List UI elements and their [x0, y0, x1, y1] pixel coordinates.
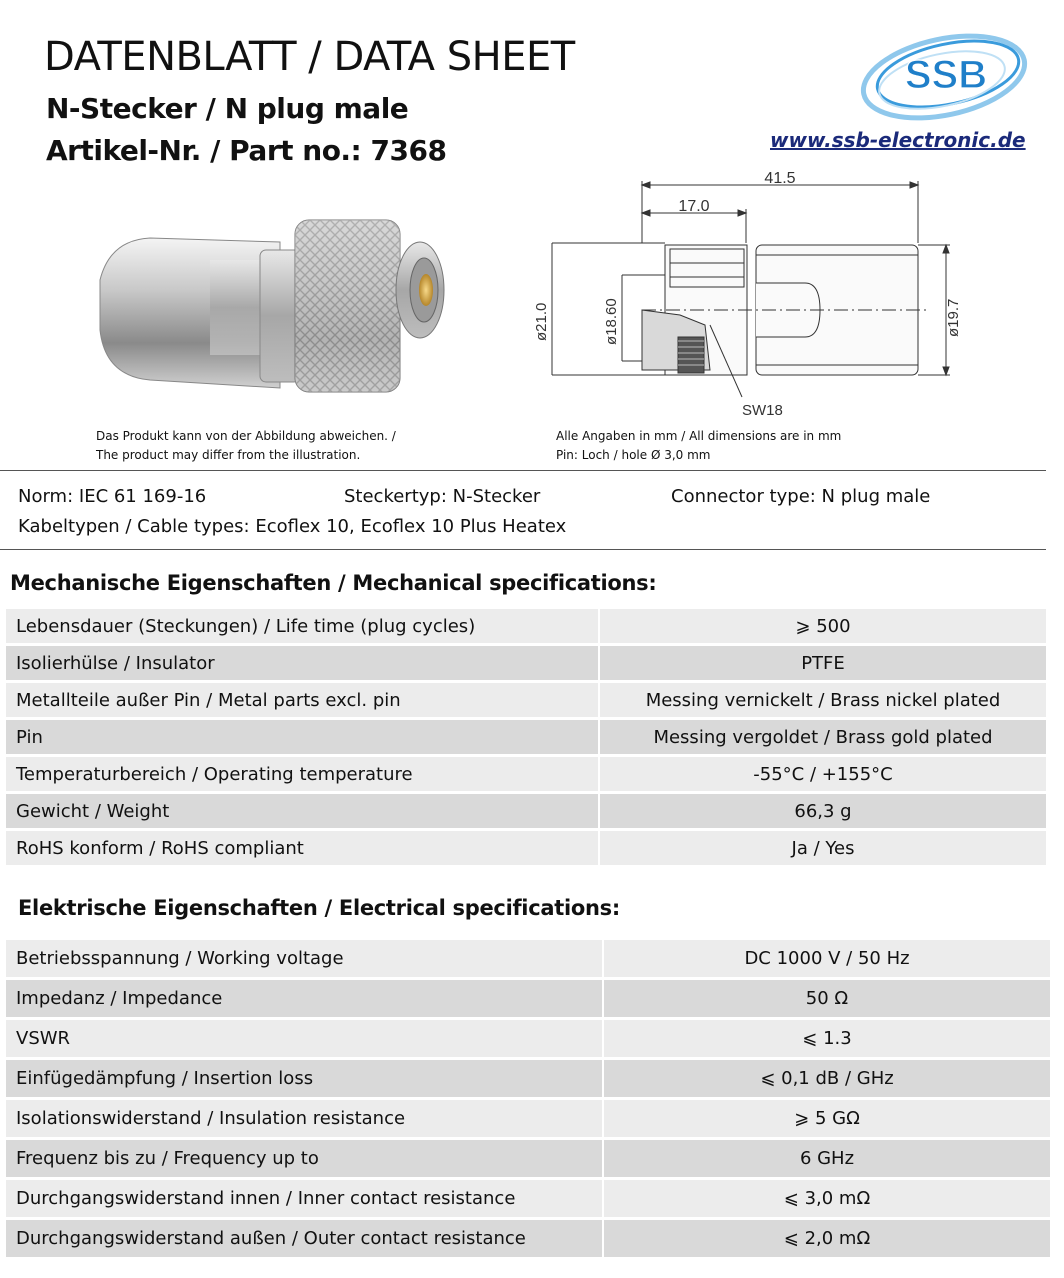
mechanical-section-title: Mechanische Eigenschaften / Mechanical specifications:	[10, 571, 657, 595]
dim-total: 41.5	[764, 170, 796, 187]
table-row	[6, 609, 1046, 643]
dimension-drawing	[530, 165, 980, 425]
spec-label: Frequenz bis zu / Frequency up to	[6, 1140, 602, 1177]
spec-label: Betriebsspannung / Working voltage	[6, 940, 602, 977]
spec-label: RoHS konform / RoHS compliant	[6, 831, 598, 865]
ssb-logo	[858, 22, 1030, 132]
divider	[0, 549, 1046, 550]
wrench-size: SW18	[742, 402, 783, 419]
table-row	[6, 1140, 1050, 1177]
spec-value: 50 Ω	[602, 980, 1050, 1017]
spec-value: ⩽ 3,0 mΩ	[602, 1180, 1050, 1217]
dimension-note-line1: Alle Angaben in mm / All dimensions are in mm	[556, 429, 842, 443]
table-row	[6, 980, 1050, 1017]
spec-value: ⩽ 0,1 dB / GHz	[602, 1060, 1050, 1097]
dim-outer-diameter: ø21.0	[533, 302, 550, 341]
spec-label: Isolationswiderstand / Insulation resistance	[6, 1100, 602, 1137]
spec-value: Messing vergoldet / Brass gold plated	[598, 720, 1046, 754]
spec-value: ⩾ 5 GΩ	[602, 1100, 1050, 1137]
illustration-note-line2: The product may differ from the illustration.	[96, 448, 361, 462]
spec-value: DC 1000 V / 50 Hz	[602, 940, 1050, 977]
table-row	[6, 1020, 1050, 1057]
spec-label: Durchgangswiderstand außen / Outer contact resistance	[6, 1220, 602, 1257]
spec-label: Metallteile außer Pin / Metal parts excl. pin	[6, 683, 598, 717]
spec-label: Durchgangswiderstand innen / Inner contact resistance	[6, 1180, 602, 1217]
spec-value: 6 GHz	[602, 1140, 1050, 1177]
illustration-note-line1: Das Produkt kann von der Abbildung abweichen. /	[96, 429, 396, 443]
plug-type-info: Steckertyp: N-Stecker	[344, 486, 541, 507]
illustration-note	[96, 427, 396, 465]
website-link[interactable]: www.ssb-electronic.de	[770, 128, 1026, 152]
electrical-spec-table	[6, 937, 1050, 1260]
dim-rear-diameter: ø19.7	[945, 298, 962, 337]
spec-value: 66,3 g	[598, 794, 1046, 828]
spec-label: Pin	[6, 720, 598, 754]
spec-label: Isolierhülse / Insulator	[6, 646, 598, 680]
spec-value: PTFE	[598, 646, 1046, 680]
table-row	[6, 831, 1046, 865]
spec-label: VSWR	[6, 1020, 602, 1057]
dim-front: 17.0	[678, 198, 710, 215]
connector-photo	[90, 200, 510, 410]
page-title: DATENBLATT / DATA SHEET	[44, 34, 575, 80]
spec-label: Lebensdauer (Steckungen) / Life time (plug cycles)	[6, 609, 598, 643]
spec-value: Ja / Yes	[598, 831, 1046, 865]
table-row	[6, 646, 1046, 680]
table-row	[6, 1100, 1050, 1137]
electrical-section-title: Elektrische Eigenschaften / Electrical specifications:	[18, 896, 620, 920]
mechanical-spec-table	[6, 606, 1046, 868]
table-row	[6, 720, 1046, 754]
table-row	[6, 1180, 1050, 1217]
spec-label: Impedanz / Impedance	[6, 980, 602, 1017]
spec-value: Messing vernickelt / Brass nickel plated	[598, 683, 1046, 717]
logo-text: SSB	[904, 53, 988, 97]
spec-label: Gewicht / Weight	[6, 794, 598, 828]
spec-value: ⩽ 2,0 mΩ	[602, 1220, 1050, 1257]
dimension-note-line2: Pin: Loch / hole Ø 3,0 mm	[556, 448, 711, 462]
dimension-note	[556, 427, 841, 465]
spec-value: ⩽ 1.3	[602, 1020, 1050, 1057]
cable-types-info: Kabeltypen / Cable types: Ecoflex 10, Ecoflex 10 Plus Heatex	[18, 516, 567, 537]
dim-inner-diameter: ø18.60	[603, 298, 620, 345]
spec-value: -55°C / +155°C	[598, 757, 1046, 791]
table-row	[6, 1220, 1050, 1257]
connector-type-info: Connector type: N plug male	[671, 486, 931, 507]
norm-info: Norm: IEC 61 169-16	[18, 486, 207, 507]
divider	[0, 470, 1046, 471]
spec-label: Einfügedämpfung / Insertion loss	[6, 1060, 602, 1097]
table-row	[6, 1060, 1050, 1097]
table-row	[6, 757, 1046, 791]
part-number: Artikel-Nr. / Part no.: 7368	[46, 134, 447, 167]
table-row	[6, 940, 1050, 977]
table-row	[6, 683, 1046, 717]
product-subtitle: N-Stecker / N plug male	[46, 92, 409, 125]
spec-value: ⩾ 500	[598, 609, 1046, 643]
table-row	[6, 794, 1046, 828]
spec-label: Temperaturbereich / Operating temperature	[6, 757, 598, 791]
